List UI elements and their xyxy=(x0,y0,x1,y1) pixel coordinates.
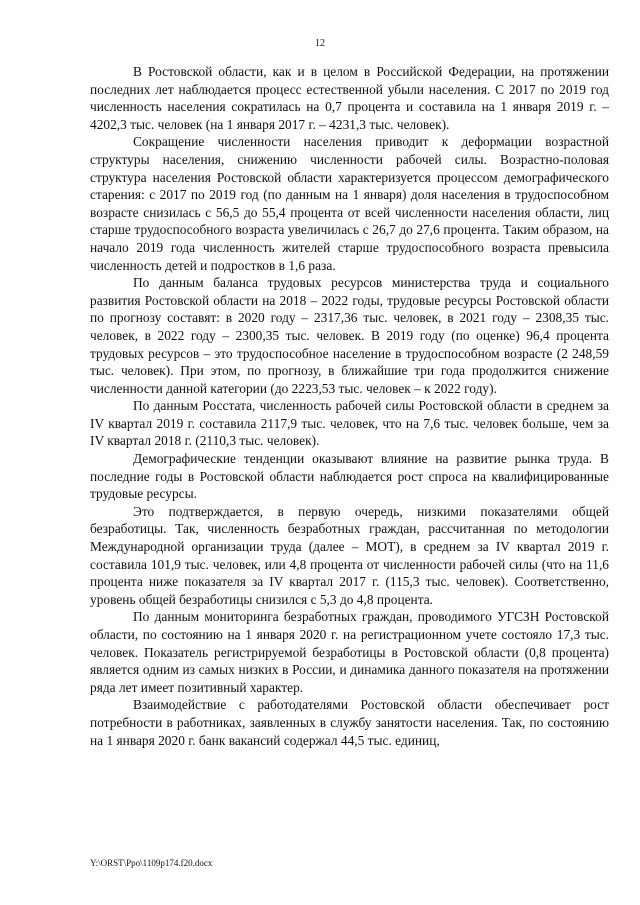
paragraph-employer-vacancies: Взаимодействие с работодателями Ростовской области обеспечивает рост потребности в работниках, заявленных в службу занятости населения. Так, по состоянию на 1 января 2020 г. банк вакансий содержал 44,5 тыс. единиц, xyxy=(90,697,609,748)
paragraph-population-decline: В Ростовской области, как и в целом в Российской Федерации, на протяжении последних лет наблюдается процесс естественной убыли населения. С 2017 по 2019 год численность населения сократилась на 0,7 процента и составила на 1 января 2019 г. – 4202,3 тыс. человек (на 1 января 2017 г. – 4231,3 тыс. человек). xyxy=(90,64,609,132)
footer-file-path: Y:\ORST\Ppo\1109p174.f20.docx xyxy=(90,858,213,868)
page-number: 12 xyxy=(315,38,325,49)
paragraph-demographic-trends: Демографические тенденции оказывают влияние на развитие рынка труда. В последние годы в Ростовской области наблюдается рост спроса на квалифицированные трудовые ресурсы. xyxy=(90,451,609,502)
paragraph-registered-unemployment: По данным мониторинга безработных граждан, проводимого УГСЗН Ростовской области, по состоянию на 1 января 2020 г. на регистрационном учете состояло 17,3 тыс. человек. Показатель регистрируемой безработицы в Ростовской области (0,8 процента) является одним из самых низких в России, и динамика данного показателя на протяжении ряда лет имеет позитивный характер. xyxy=(90,609,609,695)
paragraph-labor-balance: По данным баланса трудовых ресурсов министерства труда и социального развития Ростовской области на 2018 – 2022 годы, трудовые ресурсы Ростовской области по прогнозу составят: в 2020 году – 2317,36 тыс. человек, в 2021 году – 2308,35 тыс. человек, в 2022 году – 2300,35 тыс. человек. В 2019 году (по оценке) 96,4 процента трудовых ресурсов – это трудоспособное население в трудоспособном возрасте (2 248,59 тыс. человек). При этом, по прогнозу, в ближайшие три года продолжится снижение численности данной категории (до 2223,53 тыс. человек – к 2022 году). xyxy=(90,275,609,396)
paragraph-rosstat-workforce: По данным Росстата, численность рабочей силы Ростовской области в среднем за IV квартал 2019 г. составила 2117,9 тыс. человек, что на 7,6 тыс. человек больше, чем за IV квартал 2018 г. (2110,3 тыс. человек). xyxy=(90,398,609,449)
paragraph-unemployment-ilo: Это подтверждается, в первую очередь, низкими показателями общей безработицы. Так, численность безработных граждан, рассчитанная по методологии Международной организации труда (далее – МОТ), в среднем за IV квартал 2019 г. составила 101,9 тыс. человек, или 4,8 процента от численности рабочей силы (что на 11,6 процента ниже показателя за IV квартал 2017 г. (115,3 тыс. человек). Соответственно, уровень общей безработицы снизился с 5,3 до 4,8 процента. xyxy=(90,503,609,607)
document-body xyxy=(90,63,609,749)
paragraph-age-structure: Сокращение численности населения приводит к деформации возрастной структуры населения, снижению численности рабочей силы. Возрастно-половая структура населения Ростовской области характеризуется процессом демографического старения: с 2017 по 2019 год (по данным на 1 января) доля населения в трудоспособном возрасте снизилась с 56,5 до 55,4 процента от всей численности населения области, лиц старше трудоспособного возраста увеличилась с 26,7 до 27,6 процента. Таким образом, на начало 2019 года численность жителей старше трудоспособного возраста превысила численность детей и подростков в 1,6 раза. xyxy=(90,134,609,273)
